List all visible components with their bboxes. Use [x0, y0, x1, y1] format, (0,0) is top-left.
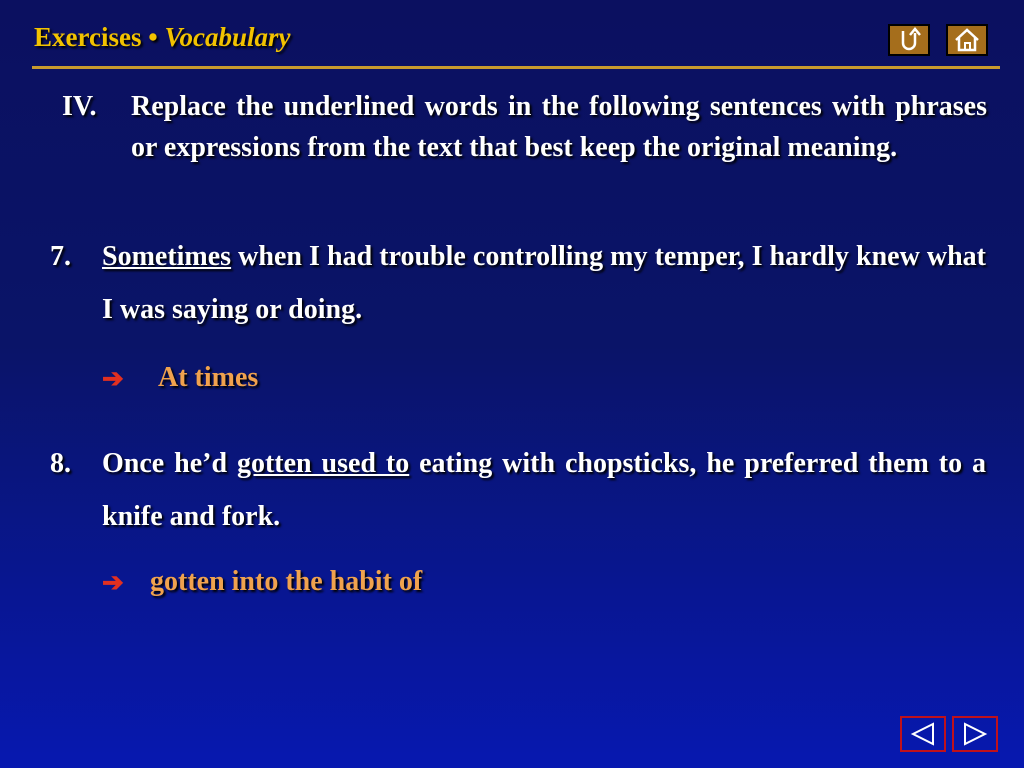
sentence-pre: Once he’d	[102, 448, 237, 479]
instruction-label: IV.	[62, 91, 97, 122]
header-subtitle: Vocabulary	[164, 22, 291, 52]
answer-arrow-icon: ➔	[102, 364, 124, 393]
previous-button[interactable]	[900, 716, 946, 752]
item-sentence	[102, 437, 986, 543]
slide-header	[34, 22, 290, 53]
item-number: 8.	[50, 448, 71, 479]
item-number: 7.	[50, 241, 71, 272]
item-sentence	[102, 230, 986, 336]
triangle-left-icon	[907, 721, 939, 747]
triangle-right-icon	[959, 721, 991, 747]
answer-text: gotten into the habit of	[150, 566, 423, 597]
answer-arrow-icon: ➔	[102, 568, 124, 597]
back-button[interactable]	[888, 24, 930, 56]
underlined-words: Sometimes	[102, 241, 232, 272]
header-divider	[32, 66, 1000, 69]
instruction-text: Replace the underlined words in the following sentences with phrases or expressions from the text that best keep the original meaning.	[131, 91, 987, 163]
underlined-words: gotten used to	[236, 448, 410, 479]
next-button[interactable]	[952, 716, 998, 752]
sentence-post: when I had trouble controlling my temper, I hardly knew what I was saying or doing.	[102, 241, 986, 325]
home-icon	[952, 27, 982, 53]
sentence-post: eating with chopsticks, he preferred them to a knife and fork.	[102, 448, 986, 532]
return-arrow-icon	[895, 27, 923, 53]
header-title: Exercises	[34, 22, 142, 52]
answer-text: At times	[158, 362, 259, 393]
home-button[interactable]	[946, 24, 988, 56]
header-separator: •	[141, 22, 165, 52]
